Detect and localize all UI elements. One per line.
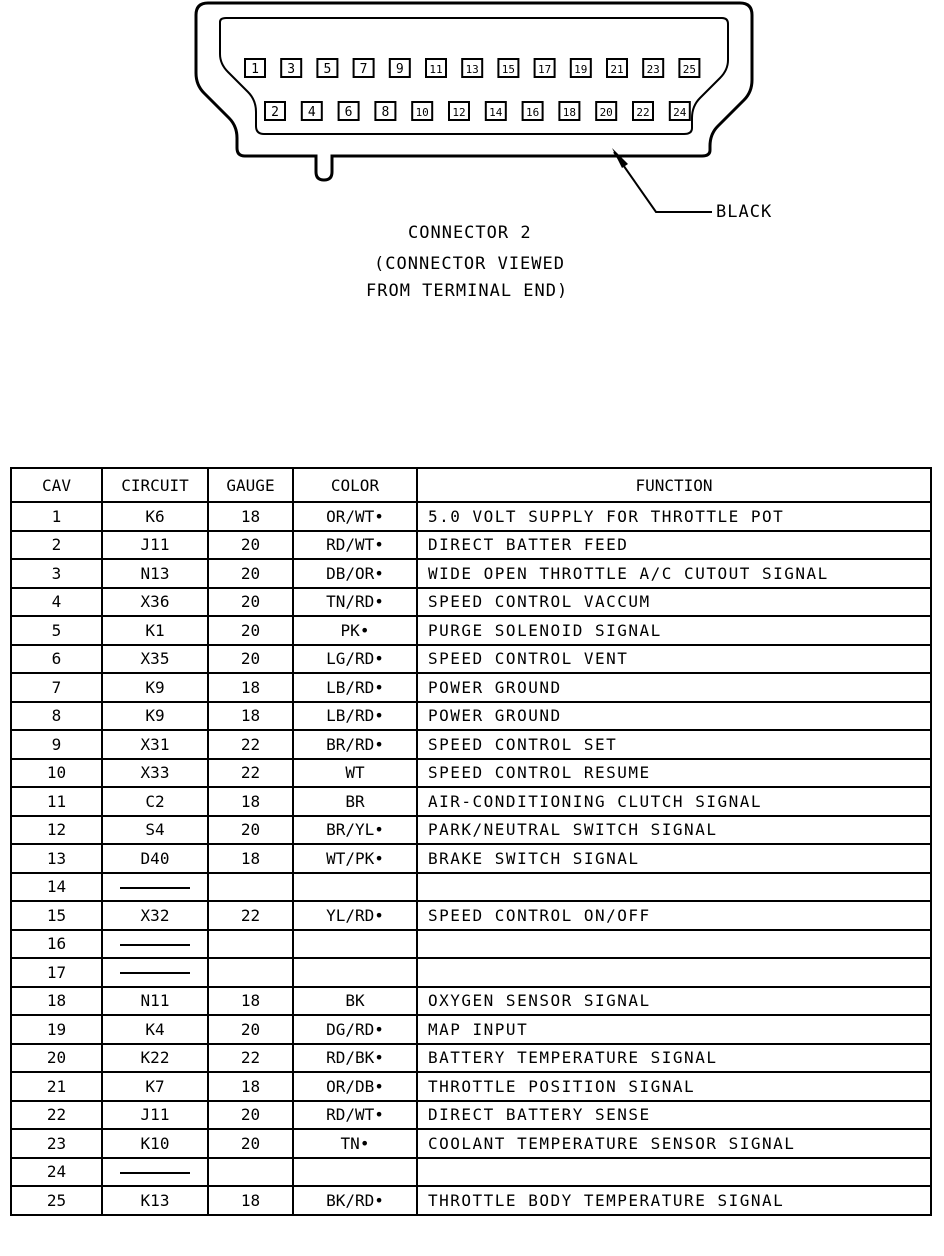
cell-circuit xyxy=(102,958,208,987)
cell-circuit: C2 xyxy=(102,787,208,816)
header-circuit: CIRCUIT xyxy=(102,468,208,502)
cell-circuit: X35 xyxy=(102,645,208,674)
callout-label: BLACK xyxy=(716,202,773,222)
pin-20 xyxy=(596,102,616,120)
pin-label: 9 xyxy=(395,62,404,77)
table-row xyxy=(11,816,931,845)
table-row xyxy=(11,616,931,645)
cell-circuit: X33 xyxy=(102,759,208,788)
pin-label: 10 xyxy=(415,106,429,119)
cell-cav: 7 xyxy=(11,673,102,702)
cell-function: DIRECT BATTER FEED xyxy=(417,531,931,560)
pin-label: 4 xyxy=(307,105,316,120)
cell-cav: 24 xyxy=(11,1158,102,1187)
cell-cav: 16 xyxy=(11,930,102,959)
pin-18 xyxy=(559,102,579,120)
cavity-table xyxy=(10,467,932,1216)
pin-label: 3 xyxy=(287,62,296,77)
pin-1 xyxy=(245,59,265,77)
connector-diagram xyxy=(0,0,944,320)
cell-color: PK• xyxy=(293,616,417,645)
cell-cav: 19 xyxy=(11,1015,102,1044)
cell-gauge xyxy=(208,873,293,902)
pin-label: 15 xyxy=(501,63,516,76)
pin-label: 16 xyxy=(525,106,540,119)
cell-gauge: 18 xyxy=(208,502,293,531)
table-row xyxy=(11,930,931,959)
cell-circuit: K9 xyxy=(102,702,208,731)
cell-color xyxy=(293,1158,417,1187)
cell-circuit: K13 xyxy=(102,1186,208,1215)
cell-cav: 2 xyxy=(11,531,102,560)
cell-cav: 8 xyxy=(11,702,102,731)
cell-color: BR/RD• xyxy=(293,730,417,759)
cell-function: SPEED CONTROL ON/OFF xyxy=(417,901,931,930)
cell-function: THROTTLE BODY TEMPERATURE SIGNAL xyxy=(417,1186,931,1215)
pin-row-bottom xyxy=(265,102,690,120)
cell-color: RD/WT• xyxy=(293,1101,417,1130)
table-row xyxy=(11,702,931,731)
cell-color: OR/DB• xyxy=(293,1072,417,1101)
pin-label: 21 xyxy=(610,63,624,76)
table-row xyxy=(11,1186,931,1215)
cell-cav: 15 xyxy=(11,901,102,930)
pin-9 xyxy=(390,59,410,77)
cell-circuit: N13 xyxy=(102,559,208,588)
pin-label: 11 xyxy=(429,63,443,76)
cell-color xyxy=(293,930,417,959)
table-row xyxy=(11,759,931,788)
pin-label: 14 xyxy=(489,106,503,119)
cell-cav: 9 xyxy=(11,730,102,759)
cell-circuit: N11 xyxy=(102,987,208,1016)
pin-label: 7 xyxy=(359,62,368,77)
cell-color: OR/WT• xyxy=(293,502,417,531)
cell-function: BATTERY TEMPERATURE SIGNAL xyxy=(417,1044,931,1073)
pin-2 xyxy=(265,102,285,120)
cell-color: DG/RD• xyxy=(293,1015,417,1044)
cell-circuit: K9 xyxy=(102,673,208,702)
pin-13 xyxy=(462,59,482,77)
table-row xyxy=(11,559,931,588)
pin-8 xyxy=(375,102,395,120)
cell-gauge: 22 xyxy=(208,759,293,788)
pin-label: 20 xyxy=(599,106,613,119)
pin-label: 19 xyxy=(574,63,588,76)
cell-function: THROTTLE POSITION SIGNAL xyxy=(417,1072,931,1101)
table-row xyxy=(11,531,931,560)
cell-circuit: K7 xyxy=(102,1072,208,1101)
table-row xyxy=(11,673,931,702)
cell-gauge: 22 xyxy=(208,901,293,930)
table-row xyxy=(11,502,931,531)
unused-dash xyxy=(120,1172,190,1174)
pin-22 xyxy=(633,102,653,120)
unused-dash xyxy=(120,887,190,889)
pin-19 xyxy=(571,59,591,77)
cavity-table-container xyxy=(10,467,930,1216)
connector-subtitle-1: (CONNECTOR VIEWED xyxy=(374,254,565,274)
cell-function: SPEED CONTROL RESUME xyxy=(417,759,931,788)
cell-function: SPEED CONTROL VENT xyxy=(417,645,931,674)
pin-label: 1 xyxy=(251,62,259,77)
pin-17 xyxy=(535,59,555,77)
pin-21 xyxy=(607,59,627,77)
pin-label: 6 xyxy=(344,105,353,120)
table-row xyxy=(11,958,931,987)
cell-cav: 17 xyxy=(11,958,102,987)
cell-cav: 14 xyxy=(11,873,102,902)
cell-function: POWER GROUND xyxy=(417,673,931,702)
cell-cav: 18 xyxy=(11,987,102,1016)
cell-function: SPEED CONTROL VACCUM xyxy=(417,588,931,617)
cell-function: SPEED CONTROL SET xyxy=(417,730,931,759)
table-row xyxy=(11,1129,931,1158)
table-row xyxy=(11,987,931,1016)
pin-label: 25 xyxy=(682,63,697,76)
cell-function: POWER GROUND xyxy=(417,702,931,731)
cell-cav: 5 xyxy=(11,616,102,645)
cell-function: COOLANT TEMPERATURE SENSOR SIGNAL xyxy=(417,1129,931,1158)
header-gauge: GAUGE xyxy=(208,468,293,502)
cell-cav: 12 xyxy=(11,816,102,845)
cell-circuit: K4 xyxy=(102,1015,208,1044)
cell-gauge: 18 xyxy=(208,844,293,873)
cell-gauge: 18 xyxy=(208,987,293,1016)
cell-cav: 20 xyxy=(11,1044,102,1073)
cell-color: TN/RD• xyxy=(293,588,417,617)
cell-function: MAP INPUT xyxy=(417,1015,931,1044)
unused-dash xyxy=(120,972,190,974)
pin-row-top xyxy=(245,59,699,77)
cell-gauge: 20 xyxy=(208,1015,293,1044)
connector-subtitle-2: FROM TERMINAL END) xyxy=(366,281,569,301)
cell-color: DB/OR• xyxy=(293,559,417,588)
cell-circuit xyxy=(102,873,208,902)
cell-function: WIDE OPEN THROTTLE A/C CUTOUT SIGNAL xyxy=(417,559,931,588)
cell-color: BK/RD• xyxy=(293,1186,417,1215)
cell-gauge: 20 xyxy=(208,1101,293,1130)
cell-color: RD/BK• xyxy=(293,1044,417,1073)
connector-title: CONNECTOR 2 xyxy=(408,223,532,243)
table-row xyxy=(11,787,931,816)
table-header-row xyxy=(11,468,931,502)
cell-circuit: K1 xyxy=(102,616,208,645)
pin-10 xyxy=(412,102,432,120)
pin-24 xyxy=(670,102,690,120)
cell-gauge: 20 xyxy=(208,531,293,560)
pin-label: 5 xyxy=(323,62,332,77)
cell-function: AIR-CONDITIONING CLUTCH SIGNAL xyxy=(417,787,931,816)
unused-dash xyxy=(120,944,190,946)
cell-cav: 25 xyxy=(11,1186,102,1215)
cell-function: 5.0 VOLT SUPPLY FOR THROTTLE POT xyxy=(417,502,931,531)
cell-color: TN• xyxy=(293,1129,417,1158)
cell-circuit xyxy=(102,1158,208,1187)
cell-gauge xyxy=(208,958,293,987)
cell-circuit: K6 xyxy=(102,502,208,531)
table-row xyxy=(11,730,931,759)
cell-gauge xyxy=(208,930,293,959)
cell-function: PURGE SOLENOID SIGNAL xyxy=(417,616,931,645)
pin-6 xyxy=(339,102,359,120)
cell-gauge: 22 xyxy=(208,730,293,759)
callout-arrowhead xyxy=(612,148,628,168)
cell-circuit: J11 xyxy=(102,531,208,560)
cell-cav: 4 xyxy=(11,588,102,617)
cell-color xyxy=(293,873,417,902)
pin-3 xyxy=(281,59,301,77)
cell-gauge: 22 xyxy=(208,1044,293,1073)
cell-color: BK xyxy=(293,987,417,1016)
pin-14 xyxy=(486,102,506,120)
cell-gauge: 18 xyxy=(208,1072,293,1101)
cell-cav: 23 xyxy=(11,1129,102,1158)
cell-cav: 22 xyxy=(11,1101,102,1130)
table-body xyxy=(11,502,931,1215)
pin-label: 2 xyxy=(271,105,279,120)
pin-12 xyxy=(449,102,469,120)
table-row xyxy=(11,901,931,930)
pin-5 xyxy=(317,59,337,77)
cell-gauge: 18 xyxy=(208,787,293,816)
cell-color: WT/PK• xyxy=(293,844,417,873)
cell-function: DIRECT BATTERY SENSE xyxy=(417,1101,931,1130)
pin-4 xyxy=(302,102,322,120)
pin-11 xyxy=(426,59,446,77)
cell-circuit: X32 xyxy=(102,901,208,930)
cell-color xyxy=(293,958,417,987)
header-cav: CAV xyxy=(11,468,102,502)
cell-circuit: X31 xyxy=(102,730,208,759)
cell-cav: 11 xyxy=(11,787,102,816)
cell-cav: 1 xyxy=(11,502,102,531)
cell-cav: 3 xyxy=(11,559,102,588)
cell-cav: 10 xyxy=(11,759,102,788)
pin-23 xyxy=(643,59,663,77)
cell-circuit: S4 xyxy=(102,816,208,845)
cell-circuit: K10 xyxy=(102,1129,208,1158)
cell-color: WT xyxy=(293,759,417,788)
table-row xyxy=(11,873,931,902)
cell-gauge: 20 xyxy=(208,816,293,845)
cell-function xyxy=(417,873,931,902)
cell-gauge: 18 xyxy=(208,673,293,702)
pin-label: 18 xyxy=(562,106,577,119)
cell-cav: 6 xyxy=(11,645,102,674)
cell-gauge: 20 xyxy=(208,616,293,645)
table-row xyxy=(11,1015,931,1044)
cell-function: PARK/NEUTRAL SWITCH SIGNAL xyxy=(417,816,931,845)
pin-label: 22 xyxy=(636,106,650,119)
cell-circuit: J11 xyxy=(102,1101,208,1130)
cell-function xyxy=(417,1158,931,1187)
cell-cav: 21 xyxy=(11,1072,102,1101)
cell-function: BRAKE SWITCH SIGNAL xyxy=(417,844,931,873)
cell-gauge: 18 xyxy=(208,1186,293,1215)
pin-label: 23 xyxy=(646,63,660,76)
cell-function xyxy=(417,958,931,987)
pin-15 xyxy=(498,59,518,77)
pin-label: 17 xyxy=(537,63,552,76)
pin-label: 13 xyxy=(465,63,479,76)
table-row xyxy=(11,645,931,674)
pin-label: 8 xyxy=(381,105,390,120)
cell-gauge xyxy=(208,1158,293,1187)
table-row xyxy=(11,1044,931,1073)
cell-circuit: K22 xyxy=(102,1044,208,1073)
table-row xyxy=(11,844,931,873)
header-function: FUNCTION xyxy=(417,468,931,502)
cell-color: RD/WT• xyxy=(293,531,417,560)
pin-16 xyxy=(523,102,543,120)
pin-25 xyxy=(679,59,699,77)
cell-function: OXYGEN SENSOR SIGNAL xyxy=(417,987,931,1016)
cell-color: YL/RD• xyxy=(293,901,417,930)
cell-gauge: 20 xyxy=(208,588,293,617)
cell-gauge: 20 xyxy=(208,1129,293,1158)
cell-color: BR/YL• xyxy=(293,816,417,845)
cell-gauge: 18 xyxy=(208,702,293,731)
table-row xyxy=(11,588,931,617)
cell-color: LG/RD• xyxy=(293,645,417,674)
table-row xyxy=(11,1072,931,1101)
table-row xyxy=(11,1101,931,1130)
cell-circuit: D40 xyxy=(102,844,208,873)
pin-label: 12 xyxy=(452,106,466,119)
cell-color: LB/RD• xyxy=(293,673,417,702)
header-color: COLOR xyxy=(293,468,417,502)
table-row xyxy=(11,1158,931,1187)
cell-color: BR xyxy=(293,787,417,816)
cell-function xyxy=(417,930,931,959)
pin-7 xyxy=(354,59,374,77)
cell-gauge: 20 xyxy=(208,559,293,588)
pin-label: 24 xyxy=(673,106,687,119)
cell-gauge: 20 xyxy=(208,645,293,674)
cell-circuit xyxy=(102,930,208,959)
cell-cav: 13 xyxy=(11,844,102,873)
cell-color: LB/RD• xyxy=(293,702,417,731)
cell-circuit: X36 xyxy=(102,588,208,617)
